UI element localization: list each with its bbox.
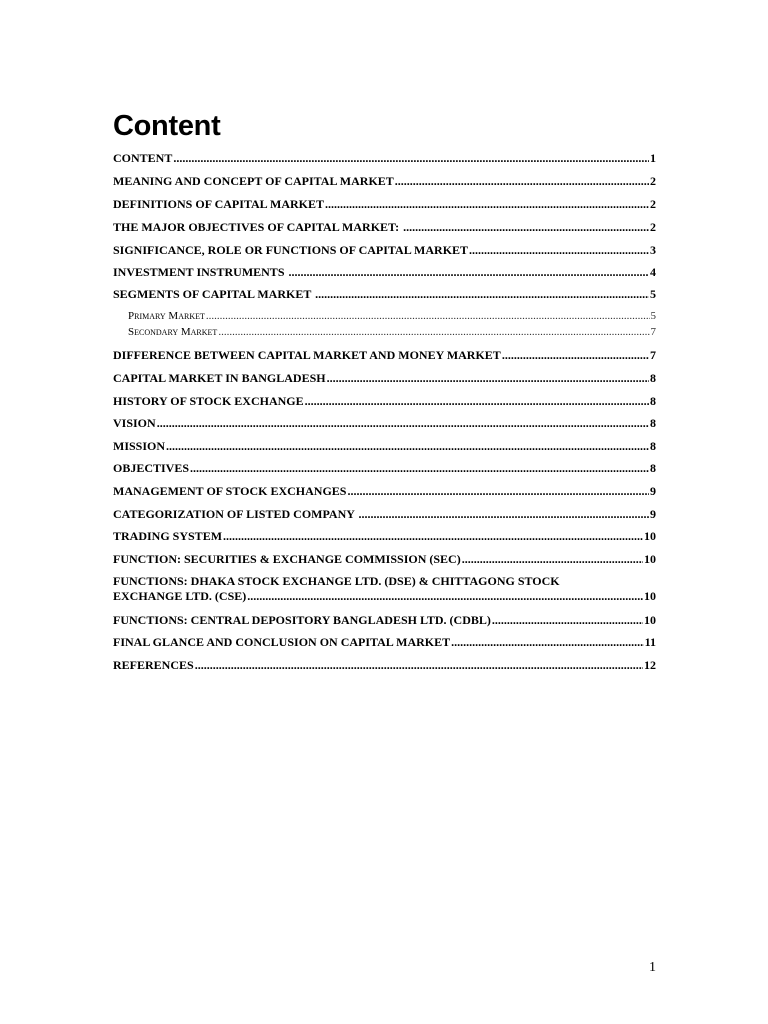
dot-leader xyxy=(195,658,643,673)
toc-entry-page: 8 xyxy=(650,416,656,430)
toc-subentry-secondary-market[interactable] xyxy=(128,326,656,339)
toc-entry-continuation xyxy=(113,589,656,604)
toc-entry-page: 8 xyxy=(650,461,656,475)
dot-leader xyxy=(462,552,643,567)
dot-leader xyxy=(327,371,649,386)
toc-entry-function-sec[interactable] xyxy=(113,552,656,567)
toc-entry-label: INVESTMENT INSTRUMENTS xyxy=(113,265,288,279)
toc-entry-label: CATEGORIZATION OF LISTED COMPANY xyxy=(113,507,358,521)
dot-leader xyxy=(358,507,649,522)
dot-leader xyxy=(305,394,649,409)
toc-entry-trading-system[interactable] xyxy=(113,529,656,544)
dot-leader xyxy=(325,197,649,212)
dot-leader xyxy=(502,348,649,363)
toc-entry-page: 4 xyxy=(650,265,656,279)
dot-leader xyxy=(223,529,643,544)
toc-entry-label: FUNCTIONS: CENTRAL DEPOSITORY BANGLADESH LTD. (CDBL) xyxy=(113,613,491,627)
dot-leader xyxy=(403,220,649,235)
toc-entry-categorization[interactable] xyxy=(113,507,656,522)
toc-entry-history[interactable] xyxy=(113,394,656,409)
toc-entry-label: FUNCTIONS: DHAKA STOCK EXCHANGE LTD. (DSE) & CHITTAGONG STOCK xyxy=(113,574,560,588)
dot-leader xyxy=(492,613,643,628)
toc-entry-label: FUNCTION: SECURITIES & EXCHANGE COMMISSION (SEC) xyxy=(113,552,461,566)
toc-entry-investment-instruments[interactable] xyxy=(113,265,656,280)
toc-entry-label: MEANING AND CONCEPT OF CAPITAL MARKET xyxy=(113,174,394,188)
toc-entry-definitions[interactable] xyxy=(113,197,656,212)
toc-entry-label: MISSION xyxy=(113,439,166,453)
dot-leader xyxy=(247,589,643,604)
dot-leader xyxy=(469,243,649,258)
toc-entry-page: 2 xyxy=(650,174,656,188)
toc-entry-references[interactable] xyxy=(113,658,656,673)
page-title: Content xyxy=(113,110,221,142)
toc-entry-page: 10 xyxy=(644,529,656,543)
toc-entry-label: Secondary Market xyxy=(128,326,218,338)
toc-subentry-primary-market[interactable] xyxy=(128,310,656,323)
toc-entry-segments[interactable] xyxy=(113,287,656,302)
toc-entry-page: 2 xyxy=(650,197,656,211)
toc-entry-page: 11 xyxy=(644,635,656,649)
toc-entry-page: 8 xyxy=(650,371,656,385)
toc-entry-label: Primary Market xyxy=(128,310,205,322)
dot-leader xyxy=(190,461,649,476)
dot-leader xyxy=(173,151,649,166)
toc-entry-functions-cdbl[interactable] xyxy=(113,613,656,628)
toc-entry-label: DIFFERENCE BETWEEN CAPITAL MARKET AND MONEY MARKET xyxy=(113,348,501,362)
dot-leader xyxy=(347,484,649,499)
toc-entry-page: 9 xyxy=(650,484,656,498)
toc-entry-major-objectives[interactable] xyxy=(113,220,656,235)
toc-entry-meaning-and-concept[interactable] xyxy=(113,174,656,189)
toc-entry-management[interactable] xyxy=(113,484,656,499)
toc-entry-difference[interactable] xyxy=(113,348,656,363)
dot-leader xyxy=(451,635,644,650)
toc-entry-label: MANAGEMENT OF STOCK EXCHANGES xyxy=(113,484,347,498)
toc-entry-label: THE MAJOR OBJECTIVES OF CAPITAL MARKET: xyxy=(113,220,403,234)
toc-entry-vision[interactable] xyxy=(113,416,656,431)
toc-entry-final-glance[interactable] xyxy=(113,635,656,650)
toc-entry-label: FINAL GLANCE AND CONCLUSION ON CAPITAL MARKET xyxy=(113,635,451,649)
dot-leader xyxy=(166,439,649,454)
toc-entry-page: 5 xyxy=(650,310,656,322)
toc-entry-capital-market-bangladesh[interactable] xyxy=(113,371,656,386)
toc-entry-page: 7 xyxy=(650,326,656,338)
toc-entry-page: 7 xyxy=(650,348,656,362)
toc-entry-page: 2 xyxy=(650,220,656,234)
toc-entry-page: 9 xyxy=(650,507,656,521)
toc-entry-page: 12 xyxy=(644,658,656,672)
dot-leader xyxy=(395,174,649,189)
toc-entry-page: 10 xyxy=(644,552,656,566)
toc-entry-label-continued: EXCHANGE LTD. (CSE) xyxy=(113,589,247,603)
toc-entry-label: SIGNIFICANCE, ROLE OR FUNCTIONS OF CAPITAL MARKET xyxy=(113,243,469,257)
toc-entry-label: CONTENT xyxy=(113,151,173,165)
dot-leader xyxy=(289,265,650,280)
toc-entry-label: VISION xyxy=(113,416,156,430)
toc-entry-label: TRADING SYSTEM xyxy=(113,529,223,543)
dot-leader xyxy=(315,287,649,302)
toc-entry-page: 5 xyxy=(650,287,656,301)
toc-entry-label: REFERENCES xyxy=(113,658,194,672)
toc-entry-label: SEGMENTS OF CAPITAL MARKET xyxy=(113,287,315,301)
toc-entry-mission[interactable] xyxy=(113,439,656,454)
toc-entry-functions-dse-cse[interactable] xyxy=(113,574,656,604)
toc-entry-label: DEFINITIONS OF CAPITAL MARKET xyxy=(113,197,325,211)
toc-entry-page: 10 xyxy=(644,589,656,603)
toc-entry-content[interactable] xyxy=(113,151,656,166)
page-number: 1 xyxy=(649,960,656,975)
dot-leader xyxy=(206,310,650,323)
toc-entry-label: OBJECTIVES xyxy=(113,461,190,475)
toc-entry-page: 1 xyxy=(650,151,656,165)
toc-entry-label: HISTORY OF STOCK EXCHANGE xyxy=(113,394,304,408)
toc-entry-label: CAPITAL MARKET IN BANGLADESH xyxy=(113,371,326,385)
dot-leader xyxy=(218,326,649,339)
toc-entry-objectives[interactable] xyxy=(113,461,656,476)
toc-entry-page: 3 xyxy=(650,243,656,257)
toc-entry-page: 10 xyxy=(644,613,656,627)
dot-leader xyxy=(157,416,649,431)
toc-entry-significance[interactable] xyxy=(113,243,656,258)
toc-entry-page: 8 xyxy=(650,394,656,408)
toc-entry-page: 8 xyxy=(650,439,656,453)
